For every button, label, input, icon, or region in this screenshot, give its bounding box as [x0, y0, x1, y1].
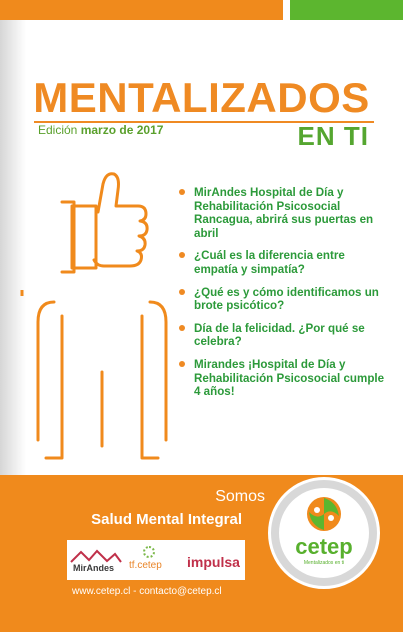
- list-item-text: ¿Qué es y cómo identificamos un brote psicótico?: [194, 285, 379, 313]
- impulsa-logo-text: impulsa: [187, 554, 240, 570]
- tfcetep-logo-text: tf.cetep: [129, 560, 162, 571]
- list-item: [178, 249, 388, 276]
- bullet-dot-icon: [179, 189, 185, 195]
- list-item: [178, 358, 388, 399]
- thumbs-up-person-icon: [0, 140, 200, 480]
- list-item: [178, 322, 388, 349]
- tagline-somos: Somos: [215, 488, 265, 505]
- bullet-dot-icon: [179, 361, 185, 367]
- impulsa-logo: [183, 546, 243, 576]
- cetep-badge: [268, 477, 380, 589]
- list-item-text: Mirandes ¡Hospital de Día y Rehabilitación Psicosocial cumple 4 años!: [194, 357, 385, 399]
- top-green-bar: [290, 0, 403, 20]
- mirandes-logo-text: MirAndes: [73, 563, 115, 573]
- cetep-badge-name: cetep: [295, 534, 353, 559]
- cetep-badge-tagline: Mentalizados en ti: [303, 560, 345, 566]
- cover-title: MENTALIZADOS: [33, 74, 370, 121]
- list-item-text: MirAndes Hospital de Día y Rehabilitación Psicosocial Rancagua, abrirá sus puertas en abril: [194, 186, 374, 240]
- mountains-icon: [67, 548, 123, 564]
- cetep-people-icon: [279, 488, 369, 538]
- headline-list: [178, 186, 388, 408]
- cover-subtitle: EN TI: [297, 121, 369, 151]
- edition-prefix: Edición: [38, 123, 81, 137]
- tagline-salud-mental: Salud Mental Integral: [91, 511, 242, 528]
- list-item: [178, 186, 388, 240]
- mirandes-logo: [67, 548, 123, 578]
- bullet-dot-icon: [179, 289, 185, 295]
- footer-links: www.cetep.cl - contacto@cetep.cl: [72, 586, 222, 597]
- edition-line: [38, 123, 163, 137]
- bullet-dot-icon: [179, 252, 185, 258]
- cetep-badge-inner: [279, 488, 369, 578]
- partner-logos: [67, 540, 245, 580]
- top-orange-bar: [0, 0, 283, 20]
- edition-date: marzo de 2017: [80, 123, 164, 137]
- bullet-dot-icon: [179, 325, 185, 331]
- list-item-text: Día de la felicidad. ¿Por qué se celebra?: [194, 321, 365, 349]
- list-item: [178, 286, 388, 313]
- list-item-text: ¿Cuál es la diferencia entre empatía y simpatía?: [194, 249, 345, 276]
- tfcetep-logo: [127, 544, 179, 578]
- dotted-ring-icon: [143, 546, 155, 558]
